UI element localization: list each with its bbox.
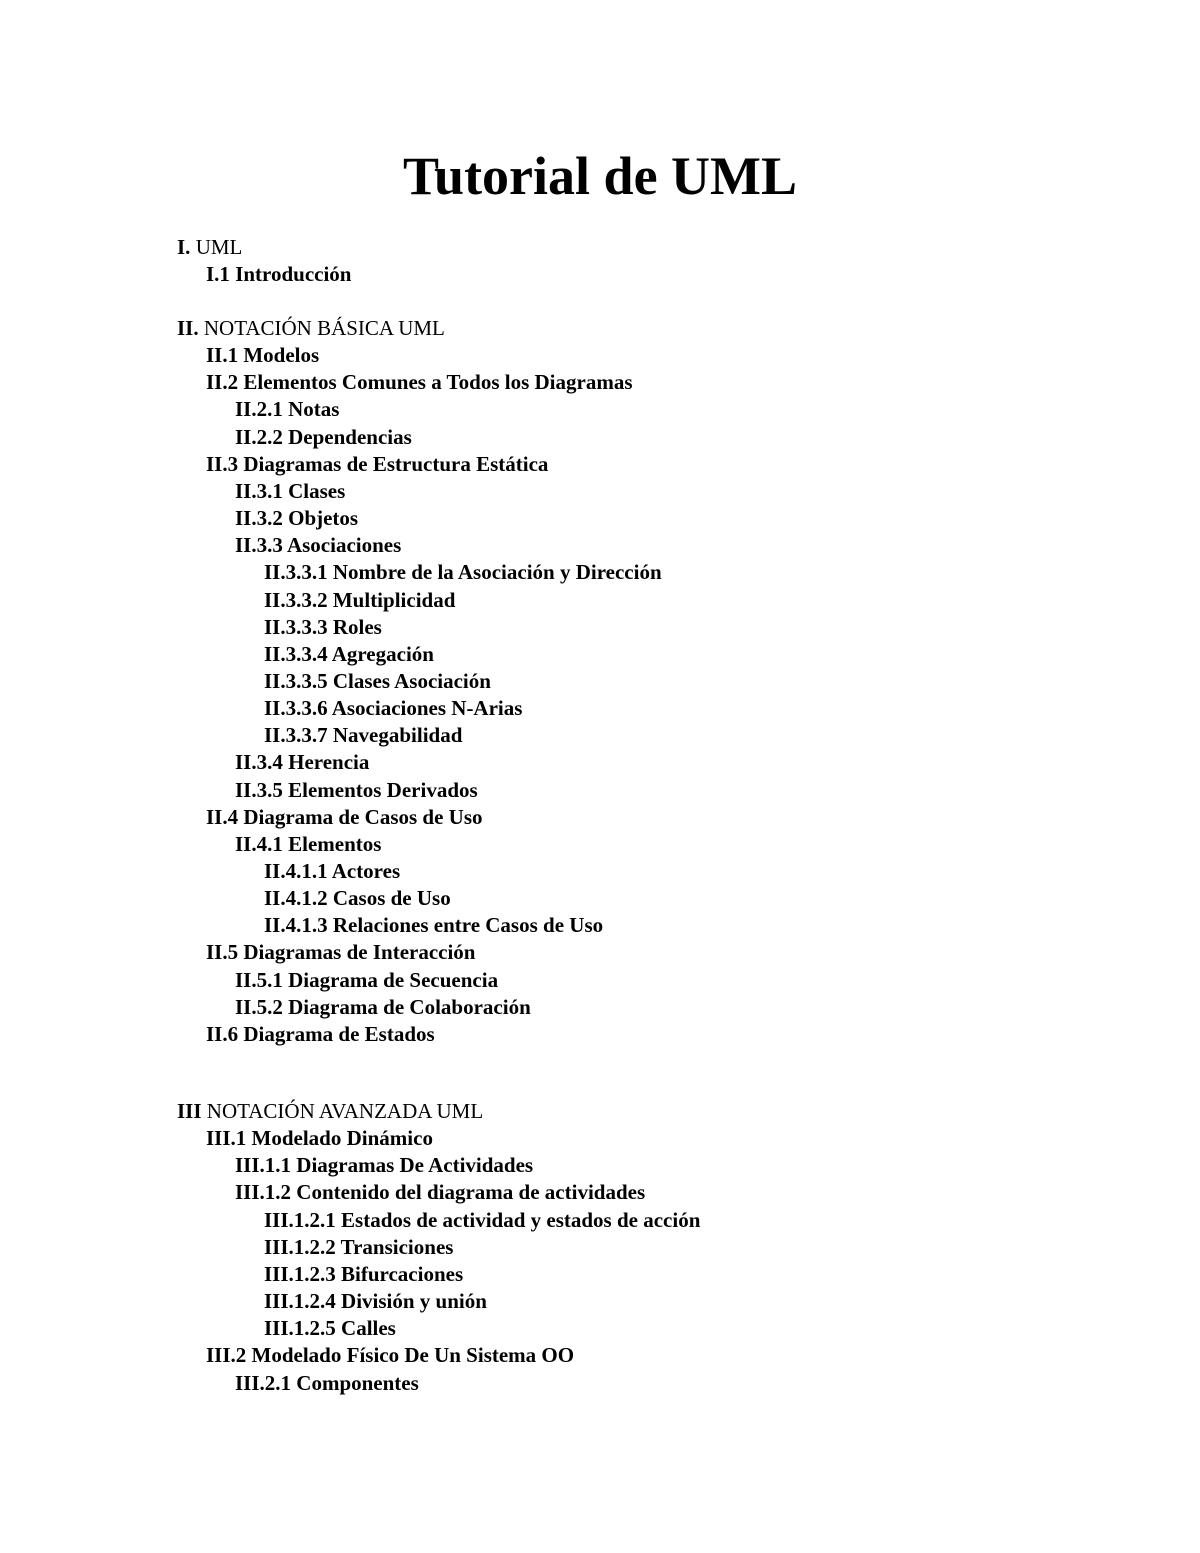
toc-entry-number: II.3.3.4 <box>264 641 328 666</box>
toc-entry-number: III.1.2.3 <box>264 1261 336 1286</box>
toc-entry-label: Roles <box>332 614 382 639</box>
toc-entry <box>235 505 358 531</box>
toc-entry <box>264 1234 453 1260</box>
toc-entry <box>206 369 633 395</box>
toc-entry-number: II.6 <box>206 1021 239 1046</box>
toc-entry <box>177 234 242 260</box>
toc-entry-label: División y unión <box>341 1289 487 1314</box>
toc-entry <box>264 1207 700 1233</box>
toc-entry <box>206 1342 574 1368</box>
toc-entry <box>206 804 483 830</box>
toc-entry-label: Diagramas de Estructura Estática <box>243 451 549 476</box>
toc-entry <box>264 1261 463 1287</box>
toc-entry-label: Diagrama de Colaboración <box>288 994 531 1019</box>
toc-entry-label: Dependencias <box>288 424 412 449</box>
toc-entry-label: Introducción <box>235 262 352 287</box>
toc-entry <box>235 1179 645 1205</box>
toc-entry-number: III.1.2.1 <box>264 1207 336 1232</box>
toc-entry-number: II.5 <box>206 940 239 965</box>
toc-entry-number: II.4.1.3 <box>264 913 328 938</box>
toc-entry-number: II.4.1.2 <box>264 886 328 911</box>
toc-entry <box>206 1125 433 1151</box>
toc-entry-number: II.3.3 <box>235 533 283 558</box>
toc-entry <box>235 532 401 558</box>
toc-entry <box>264 587 455 613</box>
toc-entry-number: III <box>177 1099 202 1123</box>
toc-entry-number: I.1 <box>206 262 230 287</box>
toc-entry-number: II.5.2 <box>235 994 283 1019</box>
toc-entry <box>235 478 345 504</box>
toc-entry <box>177 1098 483 1124</box>
page-title: Tutorial de UML <box>402 146 798 206</box>
toc-entry-label: Diagramas de Interacción <box>243 940 476 965</box>
toc-entry-label: Transiciones <box>340 1234 454 1259</box>
toc-entry-label: NOTACIÓN AVANZADA UML <box>206 1099 484 1123</box>
toc-entry-number: II.3.3.5 <box>264 668 328 693</box>
toc-entry-number: II.3 <box>206 451 239 476</box>
toc-entry <box>235 749 369 775</box>
toc-entry <box>235 1152 533 1178</box>
toc-entry-number: II.4 <box>206 804 239 829</box>
toc-entry-label: Modelado Físico De Un Sistema OO <box>251 1343 575 1368</box>
toc-entry-number: II.3.2 <box>235 506 283 531</box>
toc-entry <box>264 695 522 721</box>
toc-entry-label: Notas <box>288 397 340 422</box>
toc-entry-label: Diagrama de Estados <box>243 1021 435 1046</box>
toc-entry <box>264 885 451 911</box>
toc-entry <box>235 967 498 993</box>
toc-entry-label: Modelos <box>243 343 320 368</box>
toc-entry-label: Elementos Comunes a Todos los Diagramas <box>243 370 633 395</box>
toc-entry-label: Actores <box>331 859 401 883</box>
toc-entry <box>235 994 531 1020</box>
toc-entry-number: II.3.3.7 <box>264 723 328 748</box>
toc-entry-label: Estados de actividad y estados de acción <box>341 1207 701 1232</box>
toc-entry-number: II.3.3.3 <box>264 614 328 639</box>
toc-entry <box>235 424 412 450</box>
toc-entry-label: Navegabilidad <box>332 723 463 748</box>
toc-entry-label: Diagramas De Actividades <box>296 1153 534 1178</box>
toc-entry <box>235 777 478 803</box>
toc-entry-number: III.1.2.4 <box>264 1289 336 1314</box>
toc-entry-label: Contenido del diagrama de actividades <box>296 1180 646 1205</box>
toc-entry <box>264 858 400 884</box>
toc-entry <box>264 722 462 748</box>
toc-entry-number: II.2.2 <box>235 424 283 449</box>
toc-entry-label: Objetos <box>288 506 359 531</box>
toc-entry-number: II.3.3.6 <box>264 696 328 721</box>
toc-entry-number: II.3.3.2 <box>264 587 328 612</box>
toc-entry-number: II.3.1 <box>235 478 283 503</box>
toc-entry-label: Componentes <box>296 1370 419 1395</box>
toc-entry-label: Modelado Dinámico <box>251 1126 433 1151</box>
toc-entry <box>206 261 352 287</box>
toc-entry <box>206 342 319 368</box>
toc-entry <box>264 1315 396 1341</box>
toc-entry-label: Nombre de la Asociación y Dirección <box>332 560 662 585</box>
toc-entry <box>235 831 381 857</box>
toc-entry-label: Herencia <box>288 750 370 775</box>
toc-entry-number: II.3.4 <box>235 750 283 775</box>
toc-entry-number: III.1.2.5 <box>264 1316 336 1341</box>
toc-entry-number: II.3.3.1 <box>264 560 328 585</box>
toc-entry <box>264 668 491 694</box>
toc-entry-label: Multiplicidad <box>332 587 456 612</box>
toc-entry-label: Clases Asociación <box>332 668 491 693</box>
toc-entry-label: Calles <box>341 1316 396 1341</box>
toc-entry <box>177 315 445 341</box>
toc-entry-number: II.4.1 <box>235 831 283 856</box>
toc-entry-number: II. <box>177 316 199 340</box>
toc-entry-label: Diagrama de Secuencia <box>288 967 499 992</box>
toc-entry <box>235 396 339 422</box>
toc-entry <box>264 912 603 938</box>
toc-entry <box>235 1370 419 1396</box>
toc-entry-number: III.1.2.2 <box>264 1234 336 1259</box>
toc-entry-label: Asociaciones <box>286 533 402 558</box>
toc-entry-label: Relaciones entre Casos de Uso <box>332 913 604 938</box>
toc-entry-label: Elementos Derivados <box>288 777 478 802</box>
toc-entry <box>206 451 548 477</box>
toc-entry <box>206 939 476 965</box>
toc-entry <box>264 559 662 585</box>
toc-entry-number: II.1 <box>206 343 239 368</box>
toc-entry-number: II.5.1 <box>235 967 283 992</box>
toc-entry-number: II.2.1 <box>235 397 283 422</box>
toc-entry-label: Clases <box>288 478 346 503</box>
toc-entry-label: Casos de Uso <box>332 886 451 911</box>
toc-entry-label: Elementos <box>288 831 382 856</box>
toc-entry-number: II.3.5 <box>235 777 283 802</box>
toc-entry <box>264 641 434 667</box>
toc-entry-number: III.1.2 <box>235 1180 292 1205</box>
toc-entry-number: II.4.1.1 <box>264 859 328 883</box>
toc-entry <box>264 614 382 640</box>
toc-entry-number: III.2 <box>206 1343 247 1368</box>
toc-entry-number: III.1 <box>206 1126 247 1151</box>
toc-entry-label: Asociaciones N-Arias <box>331 696 523 721</box>
toc-entry-label: Agregación <box>331 641 434 666</box>
toc-entry-label: Diagrama de Casos de Uso <box>243 804 483 829</box>
toc-entry-label: NOTACIÓN BÁSICA UML <box>203 316 445 340</box>
toc-entry-label: Bifurcaciones <box>341 1261 464 1286</box>
toc-entry-number: III.2.1 <box>235 1370 292 1395</box>
toc-entry-number: II.2 <box>206 370 239 395</box>
toc-entry <box>264 1288 487 1314</box>
toc-entry-number: III.1.1 <box>235 1153 292 1178</box>
toc-entry-number: I. <box>177 235 191 259</box>
toc-entry-label: UML <box>195 235 243 259</box>
toc-entry <box>206 1021 435 1047</box>
